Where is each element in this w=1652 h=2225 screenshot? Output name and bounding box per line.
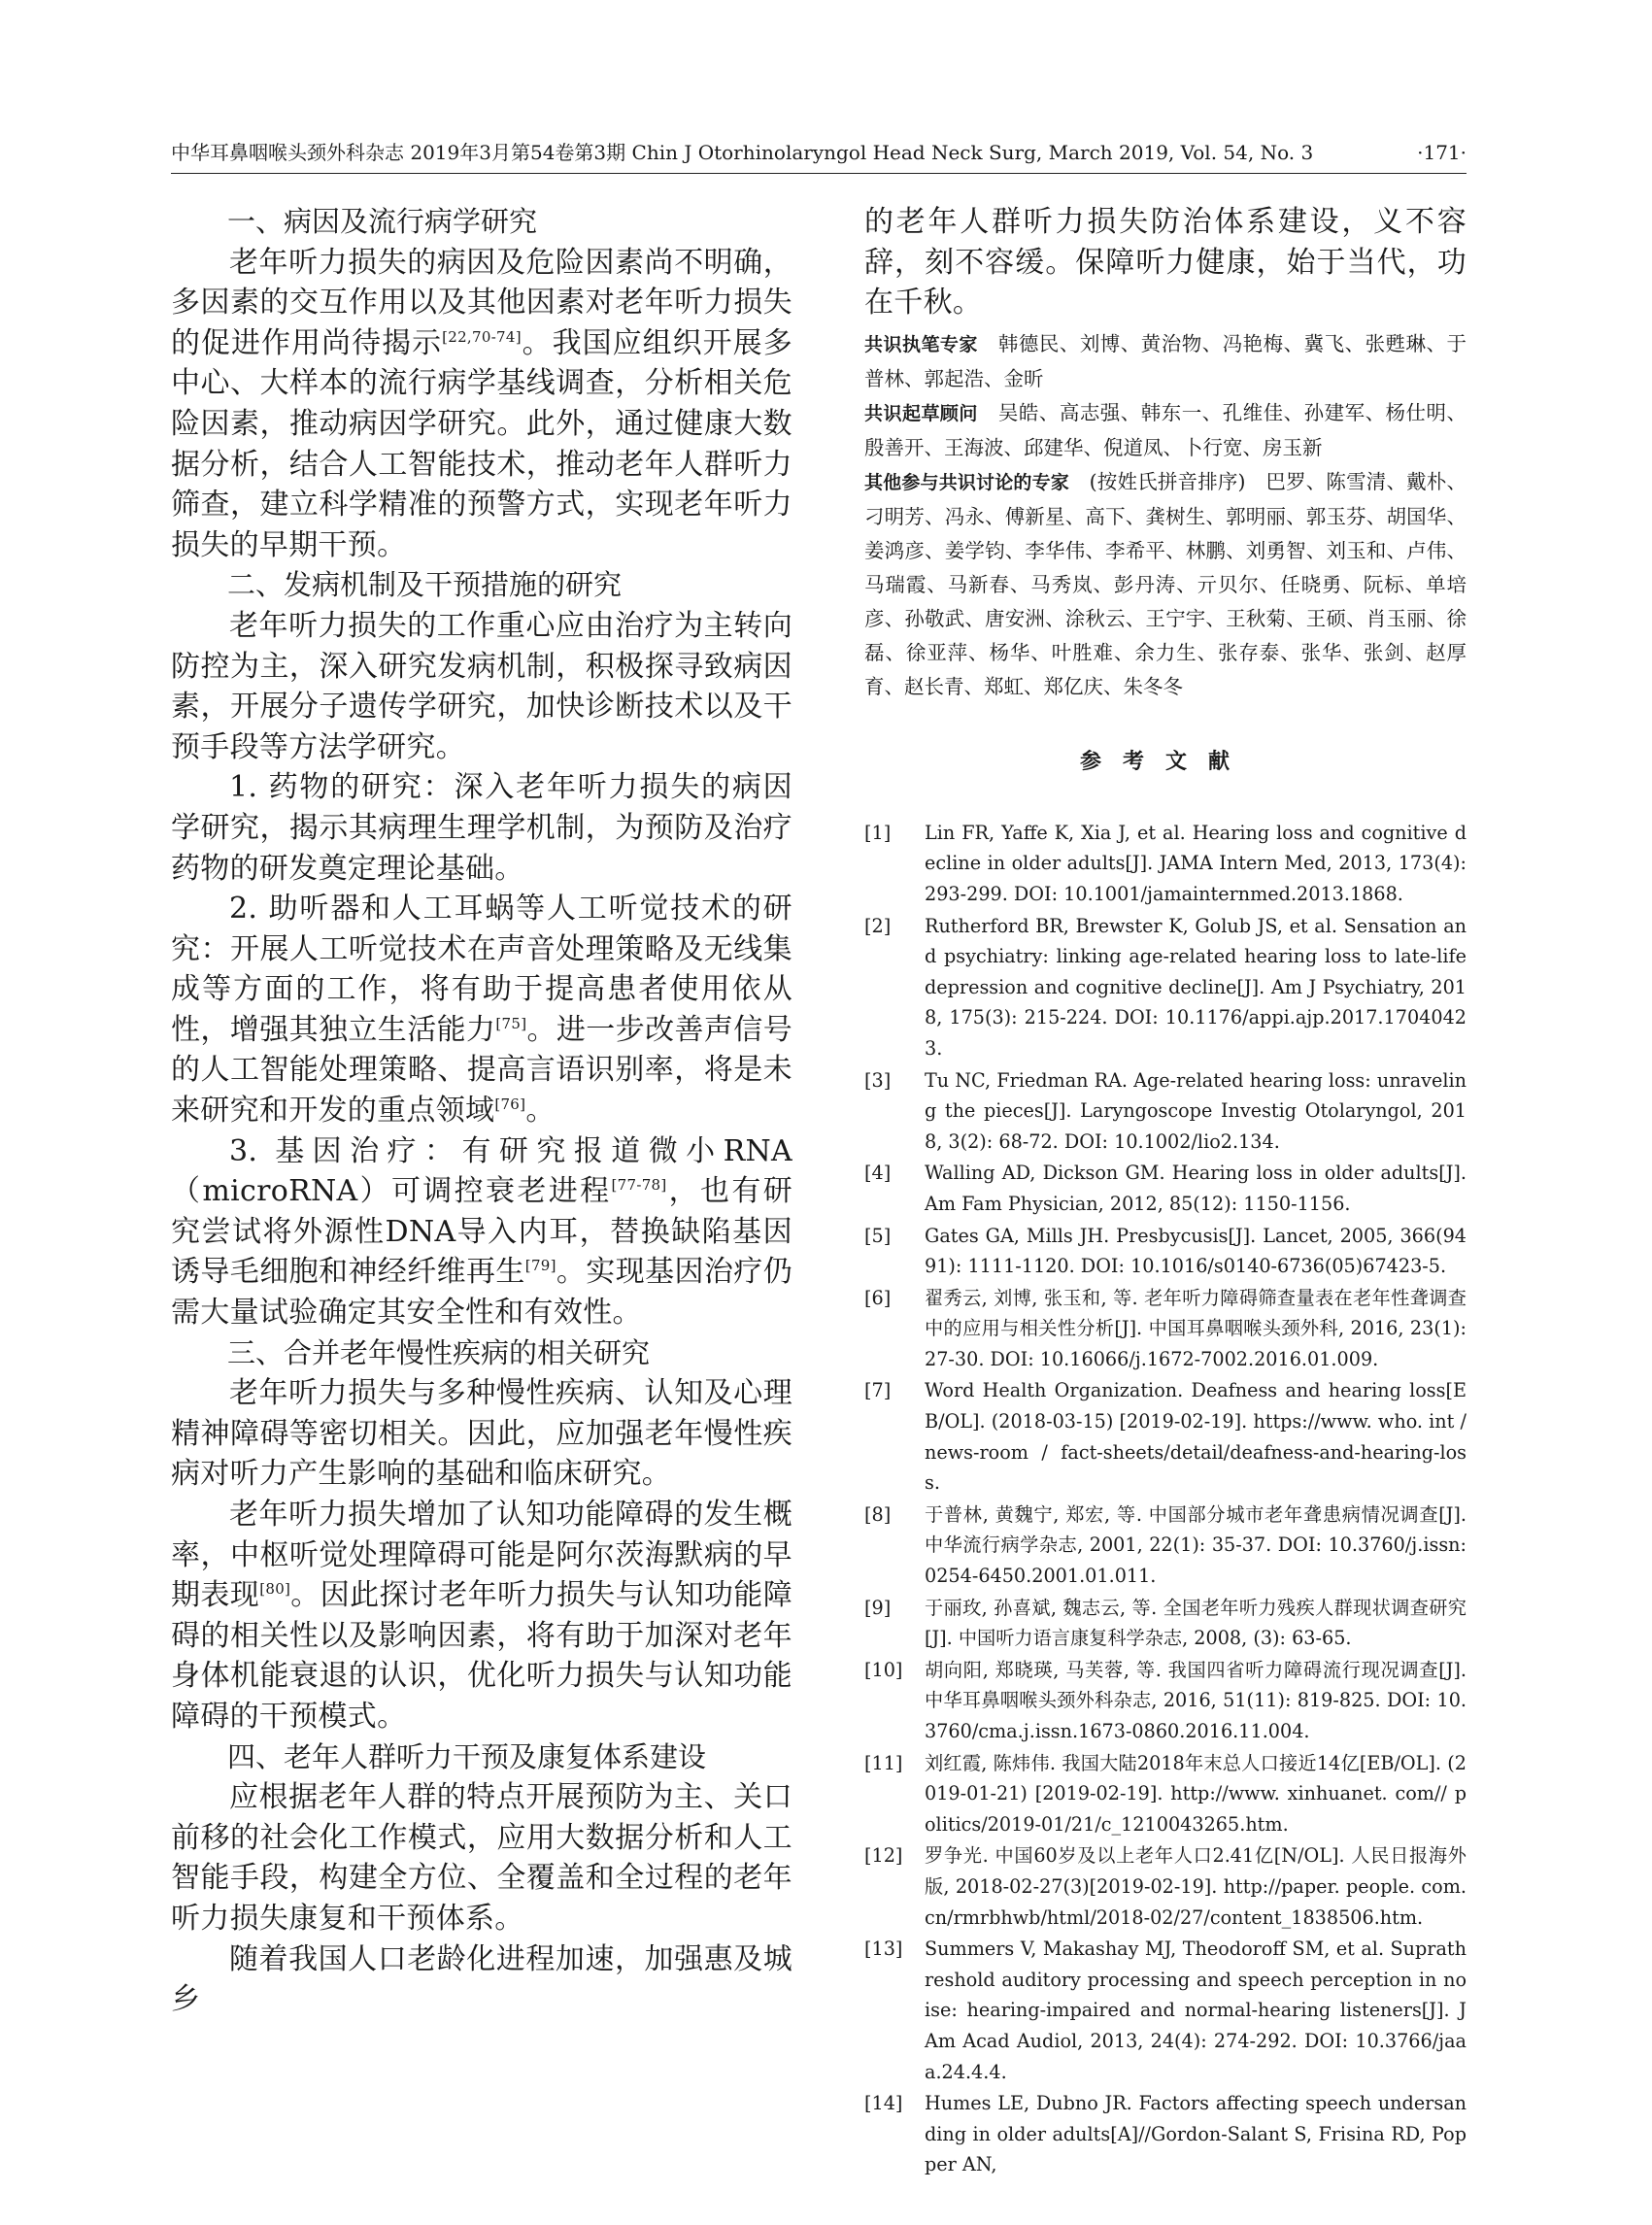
journal-citation: 中华耳鼻咽喉头颈外科杂志 2019年3月第54卷第3期 Chin J Otorhinolaryngol Head Neck Surg, March 2019, Vol. 54, No. 3 xyxy=(171,141,1314,164)
reference-number: [10] xyxy=(864,1658,903,1681)
body-paragraph xyxy=(171,767,792,889)
reference-number: [8] xyxy=(864,1502,892,1526)
expert-group xyxy=(864,396,1467,465)
section-heading: 四、老年人群听力干预及康复体系建设 xyxy=(227,1739,707,1773)
reference-number: [14] xyxy=(864,2092,903,2115)
reference-item xyxy=(864,1375,1467,1498)
citation-superscript: [75] xyxy=(495,1014,527,1032)
right-column xyxy=(864,202,1467,2181)
expert-group-label: 共识执笔专家 xyxy=(864,333,978,355)
reference-number: [13] xyxy=(864,1938,903,1961)
section-heading: 三、合并老年慢性疾病的相关研究 xyxy=(227,1335,651,1369)
reference-item xyxy=(864,1655,1467,1747)
running-header xyxy=(171,138,1467,174)
body-paragraph xyxy=(171,1939,792,2020)
reference-item xyxy=(864,2088,1467,2180)
reference-item xyxy=(864,818,1467,910)
body-paragraph xyxy=(171,243,792,566)
reference-text: 刘红霞, 陈炜伟. 我国大陆2018年末总人口接近14亿[EB/OL]. (2019-01-21) [2019-02-19]. http://www. xinhuanet. com// politics/2019-01/21/c_1210043265.htm. xyxy=(925,1751,1467,1836)
reference-text: Tu NC, Friedman RA. Age-related hearing loss: unraveling the pieces[J]. Laryngoscope Investig Otolaryngol, 2018, 3(2): 68-72. DOI: 10.1002/lio2.134. xyxy=(925,1068,1467,1153)
body-paragraph xyxy=(171,889,792,1131)
expert-list xyxy=(864,327,1467,704)
reference-number: [1] xyxy=(864,821,892,844)
expert-group xyxy=(864,465,1467,704)
paragraph-text: 老年听力损失的病因及危险因素尚不明确，多因素的交互作用以及其他因素对老年听力损失的促进作用尚待揭示 xyxy=(171,245,792,360)
body-paragraph xyxy=(171,1373,792,1495)
expert-names: 韩德民、刘博、黄治物、冯艳梅、冀飞、张甦琳、于普林、郭起浩、金昕 xyxy=(864,331,1467,390)
paragraph-text: 老年听力损失与多种慢性疾病、认知及心理精神障碍等密切相关。因此，应加强老年慢性疾病对听力产生影响的基础和临床研究。 xyxy=(171,1376,792,1492)
reference-number: [12] xyxy=(864,1844,903,1868)
reference-number: [6] xyxy=(864,1286,892,1309)
citation-superscript: [22,70-74] xyxy=(442,327,522,346)
reference-item xyxy=(864,1283,1467,1375)
left-column xyxy=(171,202,792,2020)
expert-group-label: 共识起草顾问 xyxy=(864,402,978,424)
body-paragraph xyxy=(171,1777,792,1938)
reference-item xyxy=(864,1748,1467,1840)
reference-number: [5] xyxy=(864,1224,892,1247)
reference-text: Word Health Organization. Deafness and hearing loss[EB/OL]. (2018-03-15) [2019-02-19]. https://www. who. int / news-room / fact-sheets/detail/deafness-and-hearing-loss. xyxy=(925,1379,1467,1495)
reference-item xyxy=(864,1221,1467,1282)
continuation-text: 的老年人群听力损失防治体系建设，义不容辞，刻不容缓。保障听力健康，始于当代，功在千秋。 xyxy=(864,205,1467,320)
expert-group-label: 其他参与共识讨论的专家 xyxy=(864,471,1069,493)
reference-item xyxy=(864,1593,1467,1654)
reference-number: [9] xyxy=(864,1596,892,1619)
reference-number: [11] xyxy=(864,1751,903,1774)
reference-text: 于丽玫, 孙喜斌, 魏志云, 等. 全国老年听力残疾人群现状调查研究[J]. 中国听力语言康复科学杂志, 2008, (3): 63-65. xyxy=(925,1596,1467,1650)
reference-text: Summers V, Makashay MJ, Theodoroff SM, et al. Suprathreshold auditory processing and speech perception in noise: hearing-impaired and normal-hearing listeners[J]. J Am Acad Audiol, 2013, 24(4): 274-292. DOI: 10.3766/jaaa.24.4.4. xyxy=(925,1938,1467,2083)
paragraph-text: ，也有研究尝试将外源性DNA导入内耳，替换缺陷基因诱导毛细胞和神经纤维再生 xyxy=(171,1174,793,1290)
references-title: 参考文献 xyxy=(1079,749,1251,774)
reference-item xyxy=(864,1065,1467,1158)
section-heading: 一、病因及流行病学研究 xyxy=(227,205,538,238)
expert-names: 吴皓、高志强、韩东一、孔维佳、孙建军、杨仕明、殷善开、王海波、邱建华、倪道凤、卜行宽、房玉新 xyxy=(864,400,1467,459)
reference-text: Lin FR, Yaffe K, Xia J, et al. Hearing loss and cognitive decline in older adults[J]. JAMA Intern Med, 2013, 173(4): 293-299. DOI: 10.1001/jamainternmed.2013.1868. xyxy=(925,821,1467,905)
citation-superscript: [79] xyxy=(524,1257,556,1275)
reference-text: 胡向阳, 郑晓瑛, 马芙蓉, 等. 我国四省听力障碍流行现况调查[J]. 中华耳鼻咽喉头颈外科杂志, 2016, 51(11): 819-825. DOI: 10.3760/cma.j.issn.1673-0860.2016.11.004. xyxy=(925,1658,1467,1742)
paragraph-text: 1. 药物的研究：深入老年听力损失的病因学研究，揭示其病理生理学机制，为预防及治疗药物的研发奠定理论基础。 xyxy=(171,770,792,886)
paragraph-text: 2. 助听器和人工耳蜗等人工听觉技术的研究：开展人工听觉技术在声音处理策略及无线集成等方面的工作，将有助于提高患者使用依从性，增强其独立生活能力 xyxy=(171,892,792,1047)
body-paragraph xyxy=(171,1495,792,1737)
citation-superscript: [80] xyxy=(259,1580,291,1599)
body-paragraph xyxy=(171,1131,792,1333)
expert-names: (按姓氏拼音排序) 巴罗、陈雪清、戴朴、刁明芳、冯永、傅新星、高下、龚树生、郭明丽、郭玉芬、胡国华、姜鸿彦、姜学钧、李华伟、李希平、林鹏、刘勇智、刘玉和、卢伟、马瑞霞、马新春、马秀岚、彭丹涛、亓贝尔、任晓勇、阮标、单培彦、孙敬武、唐安洲、涂秋云、王宁宇、王秋菊、王硕、肖玉丽、徐磊、徐亚萍、杨华、叶胜难、余力生、张存泰、张华、张剑、赵厚育、赵长青、郑虹、郑亿庆、朱冬冬 xyxy=(864,469,1467,698)
reference-text: Rutherford BR, Brewster K, Golub JS, et al. Sensation and psychiatry: linking age-related hearing loss to late-life depression and cognitive decline[J]. Am J Psychiatry, 2018, 175(3): 215-224. DOI: 10.1176/appi.ajp.2017.17040423. xyxy=(925,914,1467,1060)
reference-text: 罗争光. 中国60岁及以上老年人口2.41亿[N/OL]. 人民日报海外版, 2018-02-27(3)[2019-02-19]. http://paper. people. com.cn/rmrbhwb/html/2018-02/27/content_1838506.htm. xyxy=(925,1844,1467,1929)
paragraph-text: 3. 基因治疗：有研究报道微小RNA（microRNA）可调控衰老进程 xyxy=(171,1133,792,1209)
section-heading: 二、发病机制及干预措施的研究 xyxy=(227,568,623,602)
paragraph-text: 。实现基因治疗仍需大量试验确定其安全性和有效性。 xyxy=(171,1255,792,1331)
reference-text: 翟秀云, 刘博, 张玉和, 等. 老年听力障碍筛查量表在老年性聋调查中的应用与相关性分析[J]. 中国耳鼻咽喉头颈外科, 2016, 23(1): 27-30. DOI: 10.16066/j.1672-7002.2016.01.009. xyxy=(925,1286,1467,1370)
reference-item xyxy=(864,911,1467,1064)
paragraph-text: 老年听力损失增加了认知功能障碍的发生概率，中枢听觉处理障碍可能是阿尔茨海默病的早期表现 xyxy=(171,1498,792,1613)
reference-number: [4] xyxy=(864,1162,892,1185)
reference-list xyxy=(864,818,1467,2180)
paragraph-text: 老年听力损失的工作重心应由治疗为主转向防控为主，深入研究发病机制，积极探寻致病因素，开展分子遗传学研究，加快诊断技术以及干预手段等方法学研究。 xyxy=(171,608,792,764)
paragraph-text: 。因此探讨老年听力损失与认知功能障碍的相关性以及影响因素，将有助于加深对老年身体机能衰退的认识，优化听力损失与认知功能障碍的干预模式。 xyxy=(171,1578,792,1734)
reference-number: [7] xyxy=(864,1379,892,1402)
reference-item xyxy=(864,1500,1467,1592)
citation-superscript: [76] xyxy=(494,1096,526,1114)
paragraph-text: 。进一步改善声信号的人工智能处理策略、提高言语识别率，将是未来研究和开发的重点领域 xyxy=(171,1012,792,1129)
paragraph-text: 。 xyxy=(525,1094,556,1129)
body-paragraph xyxy=(171,606,792,767)
page-number: ·171· xyxy=(1417,141,1467,164)
expert-group xyxy=(864,327,1467,396)
reference-item xyxy=(864,1840,1467,1933)
paragraph-text: 应根据老年人群的特点开展预防为主、关口前移的社会化工作模式，应用大数据分析和人工智能手段，构建全方位、全覆盖和全过程的老年听力损失康复和干预体系。 xyxy=(171,1780,792,1936)
citation-superscript: [77-78] xyxy=(611,1176,667,1195)
paragraph-text: 随着我国人口老龄化进程加速，加强惠及城乡 xyxy=(171,1941,792,2017)
reference-number: [3] xyxy=(864,1068,892,1092)
reference-number: [2] xyxy=(864,914,892,937)
paragraph-text: 。我国应组织开展多中心、大样本的流行病学基线调查，分析相关危险因素，推动病因学研究。此外，通过健康大数据分析，结合人工智能技术，推动老年人群听力筛查，建立科学精准的预警方式，实现老年听力损失的早期干预。 xyxy=(171,325,792,562)
reference-text: 于普林, 黄魏宁, 郑宏, 等. 中国部分城市老年聋患病情况调查[J]. 中华流行病学杂志, 2001, 22(1): 35-37. DOI: 10.3760/j.issn:0254-6450.2001.01.011. xyxy=(925,1502,1467,1588)
reference-text: Walling AD, Dickson GM. Hearing loss in older adults[J]. Am Fam Physician, 2012, 85(12): 1150-1156. xyxy=(925,1162,1467,1215)
reference-text: Humes LE, Dubno JR. Factors affecting speech undersanding in older adults[A]//Gordon-Salant S, Frisina RD, Popper AN, xyxy=(925,2092,1467,2176)
reference-text: Gates GA, Mills JH. Presbycusis[J]. Lancet, 2005, 366(9491): 1111-1120. DOI: 10.1016/s0140-6736(05)67423-5. xyxy=(925,1224,1467,1278)
reference-item xyxy=(864,1934,1467,2087)
reference-item xyxy=(864,1158,1467,1219)
